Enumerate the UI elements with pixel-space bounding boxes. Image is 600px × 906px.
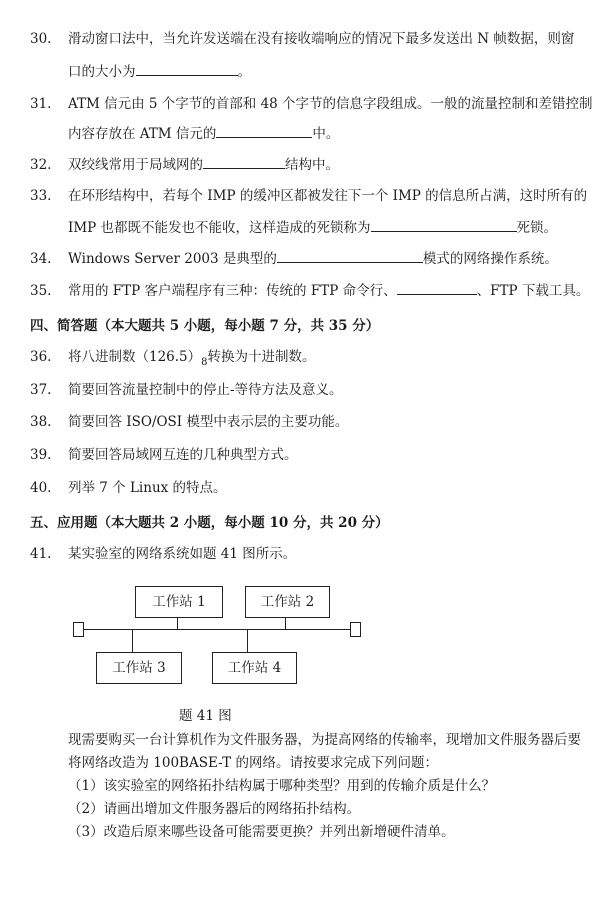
q31-line2 bbox=[68, 124, 339, 143]
q33-number: 33. bbox=[30, 188, 52, 204]
q39-line bbox=[30, 446, 298, 464]
q32-answer-blank bbox=[203, 155, 285, 169]
q32-text-end: 结构中。 bbox=[285, 157, 339, 173]
station1-link bbox=[177, 617, 178, 630]
q30-text-end: 。 bbox=[237, 64, 251, 80]
q32-number: 32. bbox=[30, 157, 52, 173]
q41-intro-line bbox=[30, 545, 296, 563]
q35-answer-blank bbox=[397, 281, 477, 295]
q34-number: 34. bbox=[30, 251, 52, 267]
q32-line bbox=[30, 155, 339, 174]
section4-heading: 四、简答题（本大题共 5 小题，每小题 7 分，共 35 分） bbox=[30, 318, 380, 334]
workstation-4: 工作站 4 bbox=[212, 652, 297, 684]
q30-line2 bbox=[68, 62, 251, 81]
q30-text-cont: 口的大小为 bbox=[68, 64, 136, 80]
q38-line bbox=[30, 413, 348, 431]
q40-line bbox=[30, 479, 227, 497]
q38-number: 38. bbox=[30, 414, 52, 430]
q39-text: 简要回答局域网互连的几种典型方式。 bbox=[68, 447, 298, 463]
q37-text: 简要回答流量控制中的停止-等待方法及意义。 bbox=[68, 382, 343, 398]
q33-text-cont: IMP 也都既不能发也不能收，这样造成的死锁称为 bbox=[68, 220, 371, 236]
q30-line1 bbox=[30, 30, 574, 48]
workstation-3: 工作站 3 bbox=[96, 652, 182, 684]
q38-text: 简要回答 ISO/OSI 模型中表示层的主要功能。 bbox=[68, 414, 349, 430]
q33-answer-blank bbox=[371, 218, 517, 232]
q34-answer-blank bbox=[277, 249, 423, 263]
q36-text: 将八进制数（126.5） bbox=[68, 349, 202, 365]
q33-line2 bbox=[68, 218, 557, 237]
station4-link bbox=[247, 630, 248, 652]
workstation-2: 工作站 2 bbox=[245, 586, 330, 618]
q30-text: 滑动窗口法中，当允许发送端在没有接收端响应的情况下最多发送出 N 帧数据，则窗 bbox=[68, 31, 575, 47]
q37-line bbox=[30, 381, 343, 399]
q35-text-end: 、FTP 下载工具。 bbox=[476, 283, 590, 299]
workstation-1: 工作站 1 bbox=[135, 586, 223, 618]
q31-text-end: 中。 bbox=[312, 126, 340, 142]
q37-number: 37. bbox=[30, 382, 52, 398]
q35-text: 常用的 FTP 客户端程序有三种：传统的 FTP 命令行、 bbox=[68, 283, 397, 299]
q41-intro: 某实验室的网络系统如题 41 图所示。 bbox=[68, 546, 297, 562]
q32-text: 双绞线常用于局域网的 bbox=[68, 157, 203, 173]
bus-cable bbox=[83, 629, 355, 630]
q31-answer-blank bbox=[216, 124, 312, 138]
station2-link bbox=[285, 617, 286, 630]
bus-terminator-right bbox=[350, 622, 361, 637]
q36-number: 36. bbox=[30, 349, 52, 365]
q31-number: 31. bbox=[30, 96, 52, 112]
q40-number: 40. bbox=[30, 480, 52, 496]
q35-number: 35. bbox=[30, 283, 52, 299]
q31-text-cont: 内容存放在 ATM 信元的 bbox=[68, 126, 217, 142]
q35-line bbox=[30, 281, 589, 300]
q33-line1 bbox=[30, 187, 587, 205]
q41-desc-line1: 现需要购买一台计算机作为文件服务器，为提高网络的传输率，现增加文件服务器后要 bbox=[68, 732, 581, 748]
q36-line bbox=[30, 348, 316, 372]
section5-heading: 五、应用题（本大题共 2 小题，每小题 10 分，共 20 分） bbox=[30, 515, 389, 531]
q36-subscript: 8 bbox=[201, 357, 208, 368]
q31-text: ATM 信元由 5 个字节的首部和 48 个字节的信息字段组成。一般的流量控制和差错控制 bbox=[68, 96, 593, 112]
q41-desc-line2: 将网络改造为 100BASE-T 的网络。请按要求完成下列问题： bbox=[68, 755, 438, 771]
bus-terminator-left bbox=[73, 622, 84, 637]
q40-text: 列举 7 个 Linux 的特点。 bbox=[68, 480, 227, 496]
station3-link bbox=[132, 630, 133, 652]
q34-line bbox=[30, 249, 558, 268]
q41-item-1: （1）该实验室的网络拓扑结构属于哪种类型？用到的传输介质是什么？ bbox=[68, 778, 496, 794]
q30-number: 30. bbox=[30, 31, 52, 47]
q41-item-2: （2）请画出增加文件服务器后的网络拓扑结构。 bbox=[68, 801, 361, 817]
q31-line1 bbox=[30, 95, 593, 113]
q39-number: 39. bbox=[30, 447, 52, 463]
q33-text-end: 死锁。 bbox=[516, 220, 558, 236]
q30-answer-blank bbox=[136, 62, 238, 76]
q34-text: Windows Server 2003 是典型的 bbox=[68, 251, 277, 267]
figure-caption: 题 41 图 bbox=[179, 708, 232, 724]
q41-number: 41. bbox=[30, 546, 52, 562]
q34-text-end: 模式的网络操作系统。 bbox=[422, 251, 558, 267]
q41-item-3: （3）改造后原来哪些设备可能需要更换？并列出新增硬件清单。 bbox=[68, 824, 455, 840]
q33-text: 在环形结构中，若每个 IMP 的缓冲区都被发往下一个 IMP 的信息所占满，这时所有的 bbox=[68, 188, 588, 204]
q36-text-end: 转换为十进制数。 bbox=[207, 349, 316, 365]
